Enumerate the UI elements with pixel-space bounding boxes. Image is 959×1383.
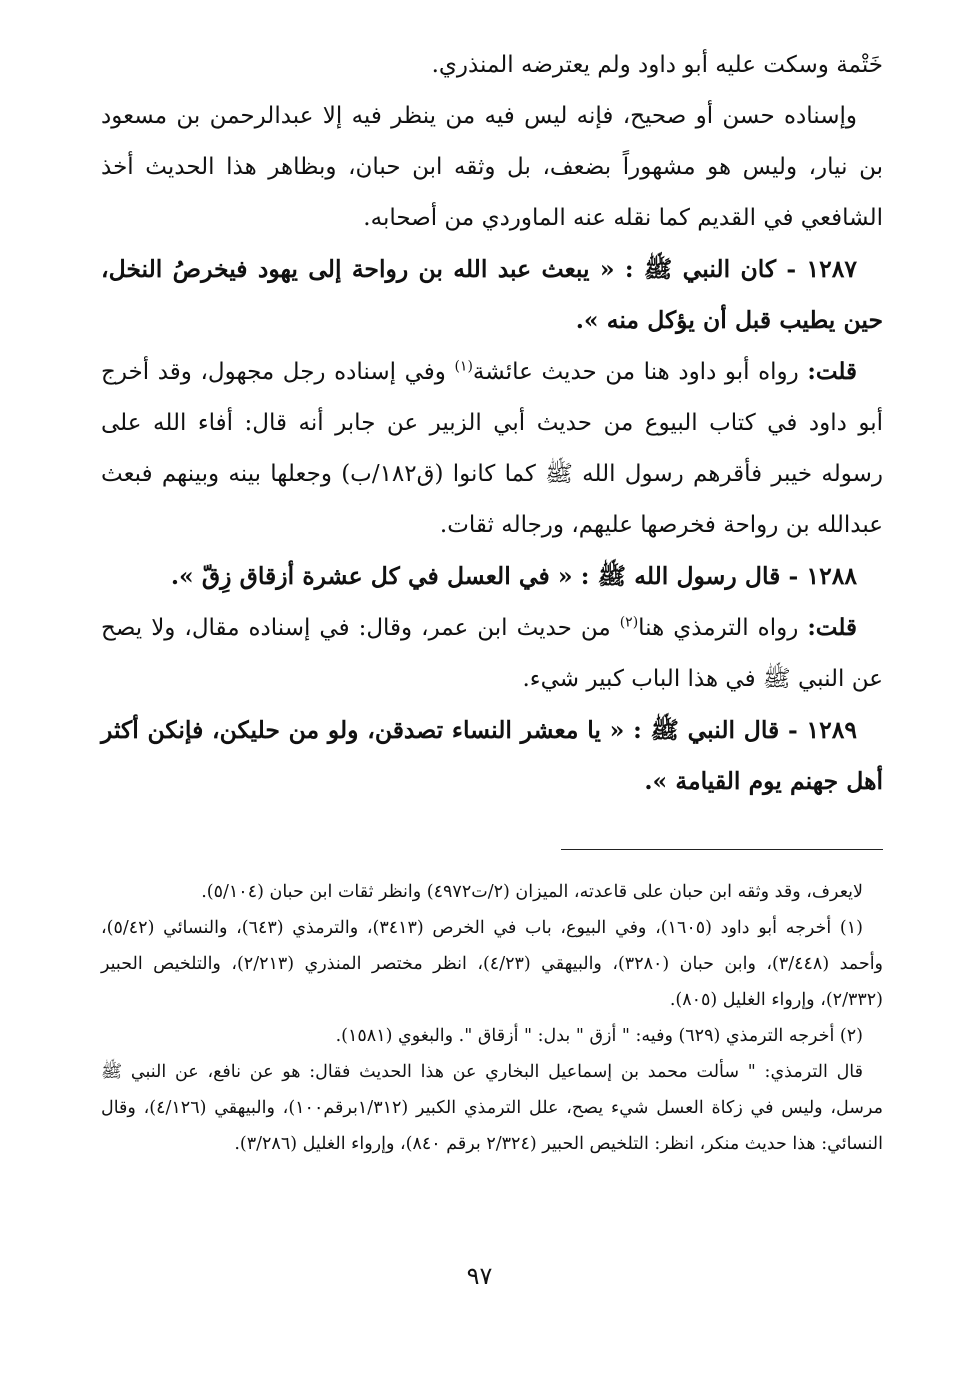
commentary-text: من حديث ابن عمر، وقال: في إسناده مقال، ولا يصح عن النبي ﷺ في هذا الباب كبير شيء. [101, 615, 883, 692]
commentary-text: رواه الترمذي هنا [638, 615, 799, 641]
footnote-ref-1[interactable]: (١) [454, 358, 473, 375]
paragraph-isnad: وإسناده حسن أو صحيح، فإنه ليس فيه من ينظر فيه إلا عبدالرحمن بن مسعود بن نيار، وليس هو مشهوراً بضعف، بل وثقه ابن حبان، وبظاهر هذا الحديث أخذ الشافعي في القديم كما نقله عنه الماوردي من أصحابه. [101, 103, 883, 231]
footnote-2-continued: قال الترمذي: " سألت محمد بن إسماعيل البخاري عن هذا الحديث فقال: هو عن نافع، عن النبي ﷺ مرسل، وليس في زكاة العسل شيء يصح، علل الترمذي الكبير (١/٣١٢برقم١٠٠)، والبيهقي (٤/١٢٦)، وقال النسائي: هذا حديث منكر، انظر: التلخيص الحبير (٢/٣٢٤ برقم ٨٤٠)، وإرواء الغليل (٣/٢٨٦). [101, 1062, 883, 1154]
footnote-2: (٢) أخرجه الترمذي (٦٢٩) وفيه: " أزق " بدل: " أزقاق ". والبغوي (١٥٨١). [335, 1026, 863, 1046]
commentary-1287 [101, 346, 883, 551]
footnote-1: (١) أخرجه أبو داود (١٦٠٥)، وفي البيوع، باب في الخرص (٣٤١٣)، والترمذي (٦٤٣)، والنسائي (٥/٤٢)، وأحمد (٣/٤٤٨)، وابن حبان (٣٢٨٠)، والبيهقي (٤/٢٣)، انظر مختصر المنذري (٢/٢١٣)، والتلخيص الحبير (٢/٣٣٢)، وإرواء الغليل (٨٠٥). [101, 918, 884, 1010]
paragraph-continuation: خَتْمة وسكت عليه أبو داود ولم يعترضه المنذري. [431, 52, 883, 78]
commentary-text: وفي إسناده رجل مجهول، وقد أخرج أبو داود في كتاب البيوع من حديث أبي الزبير عن جابر أنه قال: أفاء الله على رسوله خيبر فأقرهم رسول الله ﷺ كما كانوا (ق١٨٢/ب) وجعلها بينه وبينهم فبعث عبدالله بن رواحة فخرصها عليهم، ورجاله ثقات. [101, 359, 883, 538]
hadith-1289: ١٢٨٩ - قال النبي ﷺ : « يا معشر النساء تصدقن، ولو من حليكن، فإنكن أكثر أهل جهنم يوم القيامة ». [101, 716, 883, 795]
hadith-1288: ١٢٨٨ - قال رسول الله ﷺ : « في العسل في كل عشرة أزقاق زِقّ ». [170, 562, 857, 590]
commentary-text: رواه أبو داود هنا من حديث عائشة [472, 359, 799, 385]
commentary-1288 [101, 602, 883, 705]
commentary-lead: قلت: [807, 614, 857, 641]
footnote-divider [561, 849, 883, 850]
page-number: ٩٧ [466, 1262, 493, 1290]
hadith-1287: ١٢٨٧ - كان النبي ﷺ : « يبعث عبد الله بن رواحة إلى يهود فيخرصُ النخل، حين يطيب قبل أن يؤكل منه ». [101, 255, 883, 334]
main-text [101, 40, 883, 807]
footnote-continuation: لايعرف، وقد وثقه ابن حبان على قاعدته، الميزان (٢/ت٤٩٧٢) وانظر ثقات ابن حبان (٥/١٠٤). [201, 882, 863, 902]
footnotes [101, 874, 883, 1162]
commentary-lead: قلت: [807, 358, 858, 385]
footnote-ref-2[interactable]: (٢) [619, 614, 639, 631]
